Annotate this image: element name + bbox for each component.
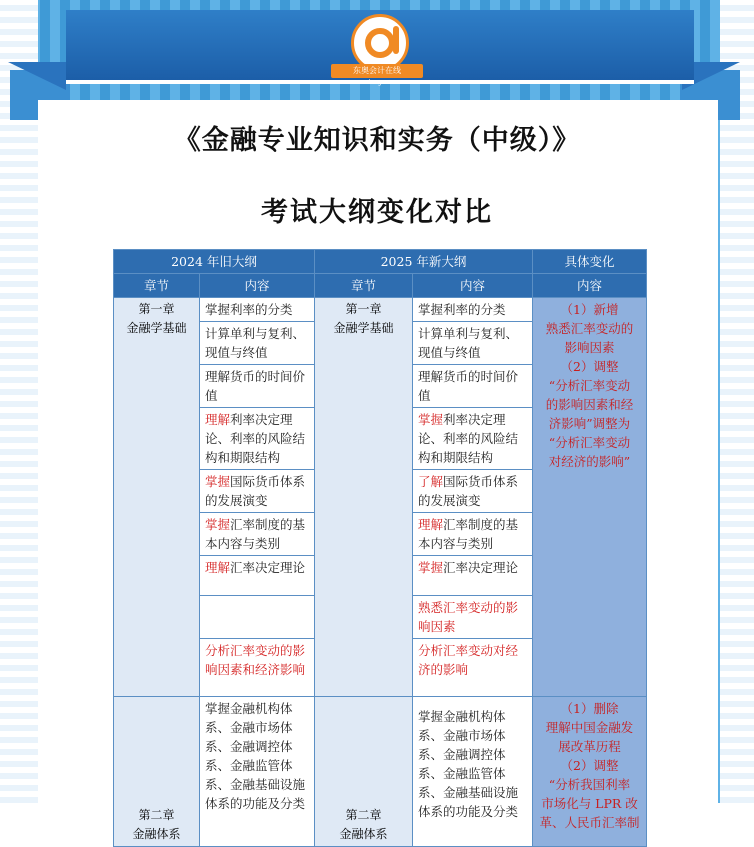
chapter-label: 金融学基础: [333, 321, 394, 335]
content-text: 国际货币体系的发展演变: [205, 474, 306, 508]
old-content-cell: [200, 596, 315, 639]
verb-label: 理解: [205, 412, 231, 427]
chapter-label: 金融体系: [339, 827, 388, 841]
content-text: 汇率决定理论: [230, 560, 306, 575]
old-content-cell: [200, 697, 315, 847]
new-content-cell: [413, 596, 533, 639]
change-line: “分析汇率变动: [548, 435, 631, 450]
header-old-outline: 2024 年旧大纲: [114, 250, 315, 274]
table-row: [114, 697, 647, 847]
content-text: 理解货币的时间价值: [205, 369, 306, 403]
change-line: （2）调整: [560, 359, 619, 374]
header-new-content: 内容: [413, 274, 533, 298]
change-cell: [533, 697, 647, 847]
change-line: 的影响因素和经: [545, 397, 634, 412]
change-line: “分析我国利率: [548, 777, 631, 792]
new-content-cell: [413, 556, 533, 596]
header-old-content: 内容: [200, 274, 315, 298]
page-subtitle: 考试大纲变化对比: [261, 197, 493, 228]
new-content-cell: [413, 639, 533, 697]
verb-label: 了解: [418, 474, 444, 489]
content-text: 计算单利与复利、现值与终值: [205, 326, 306, 360]
page-title: 《金融专业知识和实务（中级）》: [173, 125, 581, 156]
table-row: [114, 298, 647, 322]
chapter-label: 第二章: [138, 808, 175, 822]
verb-label: 掌握: [418, 412, 444, 427]
outline-comparison-table: [113, 249, 647, 847]
chapter-label: 第一章: [345, 302, 382, 316]
verb-label: 理解: [418, 517, 444, 532]
change-line: 革、人民币汇率制: [539, 815, 640, 830]
change-line: （1）新增: [560, 302, 619, 317]
old-content-cell: [200, 470, 315, 513]
header-change-content: 内容: [533, 274, 647, 298]
content-text: 理解货币的时间价值: [418, 369, 519, 403]
header-change: 具体变化: [533, 250, 647, 274]
new-content-cell: [413, 408, 533, 470]
logo-name: 东奥会计在线: [331, 64, 423, 78]
verb-label: 理解: [205, 560, 231, 575]
new-content-cell: [413, 298, 533, 322]
change-line: 市场化与 LPR 改: [541, 796, 638, 811]
change-line: （1）删除: [560, 701, 619, 716]
header-new-chapter: 章节: [315, 274, 413, 298]
logo-url: www.dongao.com: [350, 79, 404, 86]
chapter-label: 金融学基础: [126, 321, 187, 335]
content-text: 利率决定理论、利率的风险结构和期限结构: [205, 412, 306, 465]
old-content-cell: [200, 408, 315, 470]
content-text: 分析汇率变动的影响因素和经济影响: [205, 643, 306, 677]
new-content-cell: [413, 513, 533, 556]
verb-label: 掌握: [205, 474, 231, 489]
content-text: 掌握金融机构体系、金融市场体系、金融调控体系、金融监管体系、金融基础设施体系的功能及分类: [418, 709, 519, 819]
new-content-cell: [413, 322, 533, 365]
change-cell: [533, 298, 647, 697]
change-line: （2）调整: [560, 758, 619, 773]
change-line: 对经济的影响”: [548, 454, 631, 469]
chapter-label: 第二章: [345, 808, 382, 822]
content-text: 汇率制度的基本内容与类别: [418, 517, 519, 551]
chapter-label: 第一章: [138, 302, 175, 316]
new-chapter-cell: [315, 697, 413, 847]
new-content-cell: [413, 470, 533, 513]
header-old-chapter: 章节: [114, 274, 200, 298]
content-text: 熟悉汇率变动的影响因素: [418, 600, 519, 634]
content-text: 掌握利率的分类: [205, 302, 293, 317]
content-text: 国际货币体系的发展演变: [418, 474, 519, 508]
content-text: 掌握利率的分类: [418, 302, 506, 317]
old-content-cell: [200, 298, 315, 322]
old-content-cell: [200, 556, 315, 596]
content-text: 掌握金融机构体系、金融市场体系、金融调控体系、金融监管体系、金融基础设施体系的功能及分类: [205, 701, 306, 811]
ribbon-tail-left: [8, 62, 66, 90]
old-chapter-cell: [114, 298, 200, 697]
old-chapter-cell: [114, 697, 200, 847]
new-chapter-cell: [315, 298, 413, 697]
content-text: 利率决定理论、利率的风险结构和期限结构: [418, 412, 519, 465]
content-text: 计算单利与复利、现值与终值: [418, 326, 519, 360]
old-content-cell: [200, 365, 315, 408]
old-content-cell: [200, 513, 315, 556]
header-new-outline: 2025 年新大纲: [315, 250, 533, 274]
content-text: 汇率制度的基本内容与类别: [205, 517, 306, 551]
change-line: 济影响”调整为: [548, 416, 631, 431]
change-line: 理解中国金融发: [545, 720, 634, 735]
change-line: 影响因素: [564, 340, 615, 355]
old-content-cell: [200, 322, 315, 365]
new-content-cell: [413, 365, 533, 408]
verb-label: 掌握: [205, 517, 231, 532]
chapter-label: 金融体系: [132, 827, 181, 841]
change-line: 熟悉汇率变动的: [545, 321, 634, 336]
header-row-columns: [114, 274, 647, 298]
chapter1-rows: [114, 298, 647, 697]
content-text: 汇率决定理论: [443, 560, 519, 575]
verb-label: 掌握: [418, 560, 444, 575]
content-text: 分析汇率变动对经济的影响: [418, 643, 519, 677]
new-content-cell: [413, 697, 533, 847]
chapter2-rows: [114, 697, 647, 847]
change-line: 展改革历程: [558, 739, 621, 754]
old-content-cell: [200, 639, 315, 697]
header-row-years: [114, 250, 647, 274]
change-line: “分析汇率变动: [548, 378, 631, 393]
